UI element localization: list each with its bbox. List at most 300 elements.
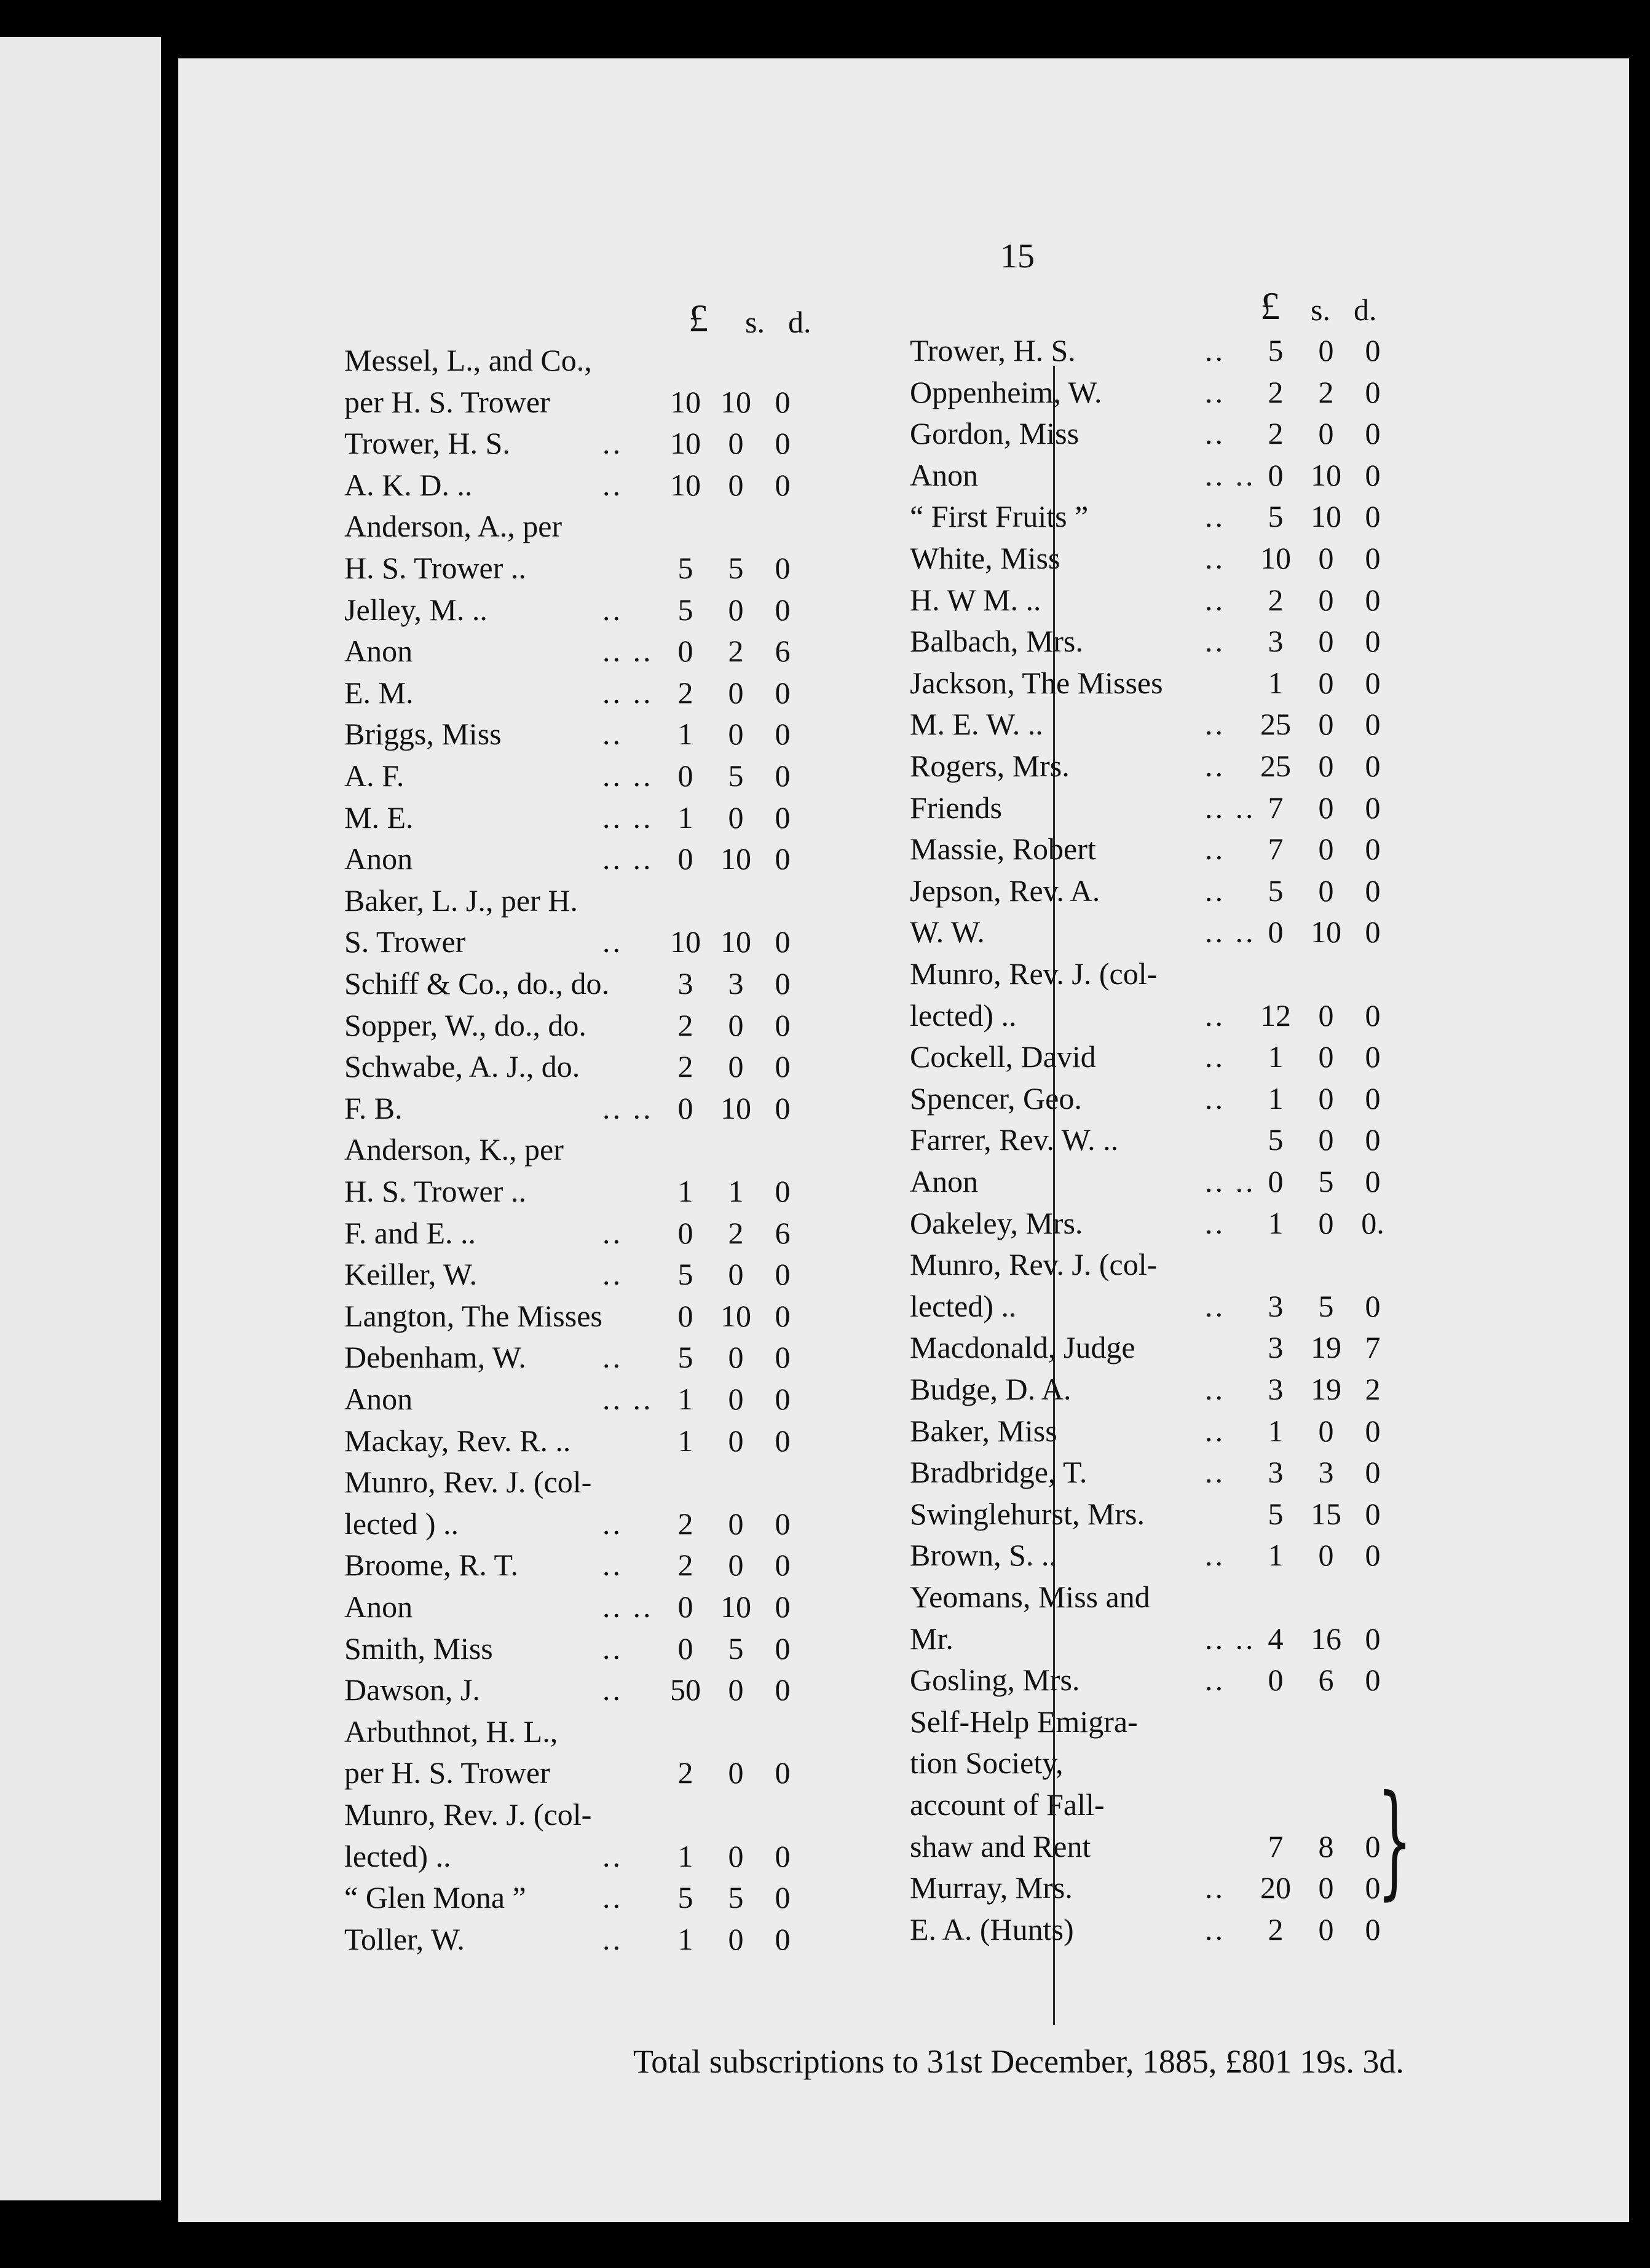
pence-value: 0 (775, 1174, 791, 1208)
shillings-value: 10 (1311, 915, 1341, 950)
pounds-value: 1 (677, 1921, 693, 1956)
shillings-value: 0 (728, 1007, 744, 1042)
pence-value: 0 (775, 675, 791, 710)
leader-dots: .. (602, 924, 623, 959)
shillings-value: 0 (1318, 1870, 1334, 1905)
pounds-value: 3 (677, 966, 693, 1001)
pence-value: 0 (775, 1007, 791, 1042)
shillings-value: 15 (1311, 1496, 1341, 1531)
subscriber-name: H. W M. .. (910, 582, 1041, 617)
shillings-value: 8 (1318, 1829, 1334, 1864)
subscriber-name: Cockell, David (910, 1039, 1096, 1074)
pence-value: 0 (775, 551, 791, 585)
pounds-value: 0 (677, 634, 693, 669)
shillings-value: 0 (1318, 790, 1334, 825)
subscriber-name: Sopper, W., do., do. (344, 1007, 586, 1042)
pounds-value: 0 (677, 841, 693, 876)
right-brace: } (1377, 1769, 1413, 1912)
subscriber-name: Trower, H. S. (910, 333, 1076, 368)
pounds-value: 1 (677, 717, 693, 752)
pounds-value: 3 (1268, 1455, 1284, 1490)
subscriber-name: Baker, Miss (910, 1413, 1057, 1448)
subscriber-name: Anon (910, 1164, 979, 1199)
pence-value: 0 (775, 1631, 791, 1666)
leader-dots: .. (602, 1631, 623, 1666)
pence-value: 0 (1365, 1164, 1381, 1199)
pence-value: 0 (775, 1257, 791, 1292)
pence-value: 0 (775, 1340, 791, 1375)
pence-value: 0 (1365, 1039, 1381, 1074)
shillings-value: 0 (1318, 749, 1334, 783)
pounds-value: 0 (1268, 1164, 1284, 1199)
pence-value: 2 (1365, 1372, 1381, 1406)
shillings-value: 0 (1318, 1413, 1334, 1448)
leader-dots: .. (1205, 541, 1225, 575)
pence-value: 0 (775, 1921, 791, 1956)
subscriber-name: Munro, Rev. J. (col- (910, 956, 1158, 991)
subscriber-name: Massie, Robert (910, 832, 1096, 867)
pence-value: 0 (1365, 1829, 1381, 1864)
pounds-value: 1 (1268, 1538, 1284, 1573)
leader-dots: .. (602, 1215, 623, 1250)
subscriber-name: Anon (344, 1382, 413, 1416)
subscriber-name: A. K. D. .. (344, 467, 473, 502)
shillings-value: 0 (1318, 582, 1334, 617)
shillings-value: 0 (1318, 624, 1334, 659)
leader-dots: .. .. (602, 758, 653, 793)
pence-value: 0 (775, 1589, 791, 1624)
subscriber-name: Briggs, Miss (344, 717, 502, 752)
subscriber-name: H. S. Trower .. (344, 551, 526, 585)
leader-dots: .. (1205, 1205, 1225, 1240)
pence-value: 0 (775, 1090, 791, 1125)
subscriber-name: Schwabe, A. J., do. (344, 1049, 580, 1084)
pounds-value: 50 (670, 1672, 701, 1707)
pounds-value: 3 (1268, 1372, 1284, 1406)
leader-dots: .. (1205, 873, 1225, 908)
subscriber-name: Munro, Rev. J. (col- (910, 1247, 1158, 1282)
total-subscriptions: Total subscriptions to 31st December, 1885, £801 19s. 3d. (633, 2043, 1404, 2080)
leader-dots: .. .. (602, 675, 653, 710)
subscriber-name: Murray, Mrs. (910, 1870, 1073, 1905)
subscriber-name: Messel, L., and Co., (344, 343, 592, 377)
pence-value: 0 (775, 758, 791, 793)
subscriber-name: Langton, The Misses (344, 1298, 602, 1333)
leader-dots: .. (602, 1921, 623, 1956)
pounds-value: 1 (1268, 665, 1284, 700)
pence-value: 0 (1365, 1663, 1381, 1698)
pounds-value: 1 (1268, 1081, 1284, 1116)
pounds-value: 5 (1268, 873, 1284, 908)
pounds-value: 1 (677, 1423, 693, 1458)
leader-dots: .. (602, 1880, 623, 1915)
subscriber-name: Anderson, K., per (344, 1132, 564, 1167)
subscriber-name: H. S. Trower .. (344, 1174, 526, 1208)
leader-dots: .. (1205, 582, 1225, 617)
shillings-value: 0 (1318, 1039, 1334, 1074)
shillings-value: 5 (728, 551, 744, 585)
pence-value: 0 (775, 1506, 791, 1541)
pounds-value: 1 (677, 1174, 693, 1208)
leader-dots: .. (602, 1548, 623, 1583)
subscriber-name: shaw and Rent (910, 1829, 1091, 1864)
pence-value: 0. (1361, 1205, 1384, 1240)
pence-value: 0 (1365, 624, 1381, 659)
leader-dots: .. (1205, 333, 1225, 368)
subscriber-name: Yeomans, Miss and (910, 1580, 1150, 1614)
pounds-value: 2 (677, 1755, 693, 1790)
leader-dots: .. (1205, 1288, 1225, 1323)
pounds-value: 10 (670, 924, 701, 959)
shillings-value: 2 (728, 1215, 744, 1250)
pence-value: 0 (1365, 1455, 1381, 1490)
subscriber-name: Trower, H. S. (344, 426, 510, 461)
shillings-value: 0 (1318, 1538, 1334, 1573)
subscriber-name: Toller, W. (344, 1921, 465, 1956)
subscriber-name: W. W. (910, 915, 985, 950)
pence-value: 0 (1365, 707, 1381, 742)
leader-dots: .. .. (602, 1382, 653, 1416)
subscriber-name: Budge, D. A. (910, 1372, 1072, 1406)
pounds-value: 0 (1268, 915, 1284, 950)
leader-dots: .. (1205, 1870, 1225, 1905)
leader-dots: .. (1205, 1912, 1225, 1947)
pounds-value: 25 (1260, 749, 1291, 783)
subscriber-name: F. and E. .. (344, 1215, 476, 1250)
pounds-value: 5 (677, 1340, 693, 1375)
pounds-value: 20 (1260, 1870, 1291, 1905)
subscriber-name: lected) .. (910, 998, 1017, 1033)
shillings-value: 5 (1318, 1164, 1334, 1199)
subscriber-name: Schiff & Co., do., do. (344, 966, 610, 1001)
pounds-value: 5 (677, 1880, 693, 1915)
leader-dots: .. .. (1205, 1621, 1256, 1656)
subscriber-name: Mackay, Rev. R. .. (344, 1423, 571, 1458)
shillings-value: 0 (728, 1506, 744, 1541)
shillings-value: 16 (1311, 1621, 1341, 1656)
pounds-value: 0 (1268, 1663, 1284, 1698)
subscriber-name: Keiller, W. (344, 1257, 478, 1292)
pounds-value: 1 (1268, 1039, 1284, 1074)
pence-value: 0 (775, 966, 791, 1001)
shillings-value: 10 (720, 1589, 751, 1624)
shillings-value: 10 (720, 1090, 751, 1125)
pounds-value: 0 (677, 1631, 693, 1666)
pence-value: 0 (1365, 1288, 1381, 1323)
subscriber-name: Debenham, W. (344, 1340, 526, 1375)
pounds-value: 2 (1268, 416, 1284, 451)
pounds-value: 3 (1268, 624, 1284, 659)
leader-dots: .. .. (602, 800, 653, 835)
pounds-value: 10 (670, 426, 701, 461)
pounds-value: 2 (677, 1506, 693, 1541)
shillings-value: 5 (728, 1631, 744, 1666)
pence-value: 0 (1365, 541, 1381, 575)
shillings-value: 0 (728, 800, 744, 835)
subscriber-name: Anderson, A., per (344, 509, 562, 544)
shillings-value: 0 (1318, 333, 1334, 368)
pence-value: 0 (775, 1382, 791, 1416)
shillings-value: 0 (1318, 707, 1334, 742)
pounds-value: 1 (677, 1382, 693, 1416)
pence-value: 0 (1365, 333, 1381, 368)
pounds-value: 2 (677, 675, 693, 710)
pence-value: 0 (1365, 915, 1381, 950)
subscriber-name: “ First Fruits ” (910, 499, 1089, 534)
subscriber-name: Oppenheim, W. (910, 374, 1102, 409)
subscriber-name: Anon (344, 841, 413, 876)
shillings-value: 0 (1318, 665, 1334, 700)
subscriber-name: Munro, Rev. J. (col- (344, 1797, 592, 1832)
pounds-header: £ (1260, 284, 1280, 328)
pounds-value: 12 (1260, 998, 1291, 1033)
leader-dots: .. .. (1205, 457, 1256, 492)
shillings-value: 5 (728, 1880, 744, 1915)
subscriber-name: account of Fall- (910, 1787, 1105, 1822)
pence-value: 0 (775, 384, 791, 419)
subscriber-name: Brown, S. .. (910, 1538, 1057, 1573)
pounds-header: £ (689, 296, 708, 340)
pence-value: 0 (775, 1423, 791, 1458)
subscriber-name: Farrer, Rev. W. .. (910, 1122, 1119, 1157)
subscriber-name: Balbach, Mrs. (910, 624, 1083, 659)
pence-value: 0 (1365, 749, 1381, 783)
shillings-value: 0 (728, 675, 744, 710)
leader-dots: .. .. (1205, 1164, 1256, 1199)
pence-value: 0 (1365, 1538, 1381, 1573)
subscriber-name: “ Glen Mona ” (344, 1880, 526, 1915)
pence-value: 0 (775, 800, 791, 835)
pence-value: 0 (1365, 1122, 1381, 1157)
leader-dots: .. (602, 1672, 623, 1707)
subscriber-name: Oakeley, Mrs. (910, 1205, 1083, 1240)
subscriber-name: Munro, Rev. J. (col- (344, 1465, 592, 1500)
subscriber-name: per H. S. Trower (344, 384, 550, 419)
leader-dots: .. (602, 426, 623, 461)
shillings-value: 10 (1311, 499, 1341, 534)
leader-dots: .. (1205, 707, 1225, 742)
pence-value: 0 (775, 924, 791, 959)
leader-dots: .. (1205, 374, 1225, 409)
shillings-value: 0 (728, 1049, 744, 1084)
leader-dots: .. (602, 467, 623, 502)
subscriber-name: lected) .. (910, 1288, 1017, 1323)
leader-dots: .. (1205, 749, 1225, 783)
leader-dots: .. (1205, 624, 1225, 659)
shillings-value: 3 (1318, 1455, 1334, 1490)
leader-dots: .. (1205, 1081, 1225, 1116)
subscriber-name: Macdonald, Judge (910, 1330, 1135, 1365)
shillings-value: 0 (728, 1755, 744, 1790)
shillings-value: 0 (728, 1382, 744, 1416)
subscriber-name: Arbuthnot, H. L., (344, 1714, 558, 1749)
subscriber-name: Baker, L. J., per H. (344, 883, 578, 918)
shillings-value: 3 (728, 966, 744, 1001)
shillings-value: 5 (728, 758, 744, 793)
leader-dots: .. (1205, 998, 1225, 1033)
subscriber-name: E. M. (344, 675, 414, 710)
subscriber-name: Friends (910, 790, 1002, 825)
subscriber-name: Jackson, The Misses (910, 665, 1163, 700)
leader-dots: .. (1205, 1372, 1225, 1406)
pence-value: 0 (1365, 416, 1381, 451)
pence-value: 6 (775, 1215, 791, 1250)
leader-dots: .. (1205, 1413, 1225, 1448)
leader-dots: .. (602, 1506, 623, 1541)
pence-value: 0 (1365, 374, 1381, 409)
pence-value: 0 (1365, 832, 1381, 867)
pence-value: 0 (1365, 1912, 1381, 1947)
shillings-value: 2 (1318, 374, 1334, 409)
pence-value: 0 (775, 1838, 791, 1873)
shillings-value: 0 (1318, 416, 1334, 451)
pounds-value: 25 (1260, 707, 1291, 742)
pounds-value: 10 (1260, 541, 1291, 575)
pence-value: 0 (1365, 499, 1381, 534)
leader-dots: .. (1205, 499, 1225, 534)
leader-dots: .. (1205, 1455, 1225, 1490)
pounds-value: 1 (677, 800, 693, 835)
shillings-value: 10 (720, 1298, 751, 1333)
pence-value: 0 (775, 1880, 791, 1915)
leader-dots: .. .. (602, 1589, 653, 1624)
pounds-value: 5 (677, 1257, 693, 1292)
pence-value: 0 (1365, 1496, 1381, 1531)
pence-value: 0 (775, 841, 791, 876)
subscriber-name: E. A. (Hunts) (910, 1912, 1074, 1947)
subscriber-name: Gosling, Mrs. (910, 1663, 1080, 1698)
pence-value: 7 (1365, 1330, 1381, 1365)
leader-dots: .. .. (602, 1090, 653, 1125)
leader-dots: .. (602, 592, 623, 627)
pounds-value: 5 (1268, 1496, 1284, 1531)
pounds-value: 10 (670, 384, 701, 419)
leader-dots: .. .. (602, 634, 653, 669)
pence-value: 0 (775, 717, 791, 752)
subscriber-name: tion Society, (910, 1746, 1064, 1781)
pence-value: 0 (1365, 1621, 1381, 1656)
pounds-value: 3 (1268, 1288, 1284, 1323)
shillings-value: 0 (728, 592, 744, 627)
shillings-value: 0 (728, 1423, 744, 1458)
leader-dots: .. (1205, 832, 1225, 867)
shillings-value: 0 (728, 1921, 744, 1956)
subscriber-name: Anon (344, 1589, 413, 1624)
shillings-value: 0 (728, 1257, 744, 1292)
subscriber-name: M. E. W. .. (910, 707, 1043, 742)
subscriber-name: Self-Help Emigra- (910, 1704, 1138, 1739)
pounds-value: 5 (1268, 333, 1284, 368)
pence-value: 0 (1365, 665, 1381, 700)
pence-value: 0 (775, 426, 791, 461)
pounds-value: 0 (1268, 457, 1284, 492)
shillings-value: 0 (1318, 832, 1334, 867)
pence-value: 0 (775, 1049, 791, 1084)
pounds-value: 5 (1268, 1122, 1284, 1157)
pounds-value: 7 (1268, 1829, 1284, 1864)
leader-dots: .. (1205, 1039, 1225, 1074)
leader-dots: .. (602, 717, 623, 752)
leader-dots: .. (602, 1257, 623, 1292)
pounds-value: 1 (1268, 1413, 1284, 1448)
pounds-value: 7 (1268, 832, 1284, 867)
pence-value: 0 (1365, 1081, 1381, 1116)
subscriber-name: Gordon, Miss (910, 416, 1080, 451)
shillings-value: 0 (728, 1548, 744, 1583)
shillings-value: 0 (1318, 998, 1334, 1033)
subscriber-name: M. E. (344, 800, 414, 835)
shillings-value: 0 (1318, 1122, 1334, 1157)
subscriber-name: A. F. (344, 758, 405, 793)
pounds-value: 1 (1268, 1205, 1284, 1240)
shillings-value: 0 (728, 467, 744, 502)
pounds-value: 0 (677, 1298, 693, 1333)
shillings-value: 0 (1318, 1912, 1334, 1947)
pence-value: 0 (1365, 998, 1381, 1033)
shillings-value: 0 (1318, 1081, 1334, 1116)
subscriber-name: Anon (344, 634, 413, 669)
subscriber-name: Broome, R. T. (344, 1548, 518, 1583)
shillings-value: 19 (1311, 1372, 1341, 1406)
pence-value: 0 (1365, 1413, 1381, 1448)
shillings-value: 5 (1318, 1288, 1334, 1323)
pounds-value: 4 (1268, 1621, 1284, 1656)
pence-value: 0 (775, 1672, 791, 1707)
shillings-header: s. (1311, 293, 1330, 327)
pounds-value: 5 (677, 592, 693, 627)
pounds-value: 0 (677, 758, 693, 793)
shillings-value: 0 (1318, 541, 1334, 575)
subscriber-name: Jepson, Rev. A. (910, 873, 1100, 908)
subscriber-name: White, Miss (910, 541, 1060, 575)
pence-value: 0 (1365, 873, 1381, 908)
leader-dots: .. (602, 1838, 623, 1873)
adjacent-page-edge (0, 37, 161, 2200)
shillings-value: 19 (1311, 1330, 1341, 1365)
pence-header: d. (1354, 293, 1377, 327)
shillings-value: 2 (728, 634, 744, 669)
leader-dots: .. (1205, 1538, 1225, 1573)
pence-header: d. (788, 305, 811, 339)
leader-dots: .. (602, 1340, 623, 1375)
subscriber-name: Smith, Miss (344, 1631, 493, 1666)
pounds-value: 2 (677, 1007, 693, 1042)
shillings-value: 0 (1318, 1205, 1334, 1240)
subscriber-name: Swinglehurst, Mrs. (910, 1496, 1145, 1531)
shillings-value: 0 (728, 1672, 744, 1707)
pounds-value: 0 (677, 1090, 693, 1125)
shillings-value: 0 (728, 426, 744, 461)
pounds-value: 2 (677, 1548, 693, 1583)
pence-value: 0 (775, 1298, 791, 1333)
shillings-value: 10 (720, 384, 751, 419)
pounds-value: 2 (677, 1049, 693, 1084)
pence-value: 0 (775, 1548, 791, 1583)
leader-dots: .. .. (1205, 915, 1256, 950)
document-page (178, 58, 1629, 2222)
subscriber-name: Mr. (910, 1621, 953, 1656)
pounds-value: 2 (1268, 582, 1284, 617)
subscriber-name: Spencer, Geo. (910, 1081, 1082, 1116)
pounds-value: 1 (677, 1838, 693, 1873)
page-number: 15 (1000, 237, 1035, 275)
pounds-value: 5 (1268, 499, 1284, 534)
subscriber-name: per H. S. Trower (344, 1755, 550, 1790)
shillings-value: 10 (1311, 457, 1341, 492)
pence-value: 0 (775, 467, 791, 502)
pounds-value: 5 (677, 551, 693, 585)
shillings-header: s. (745, 305, 765, 339)
